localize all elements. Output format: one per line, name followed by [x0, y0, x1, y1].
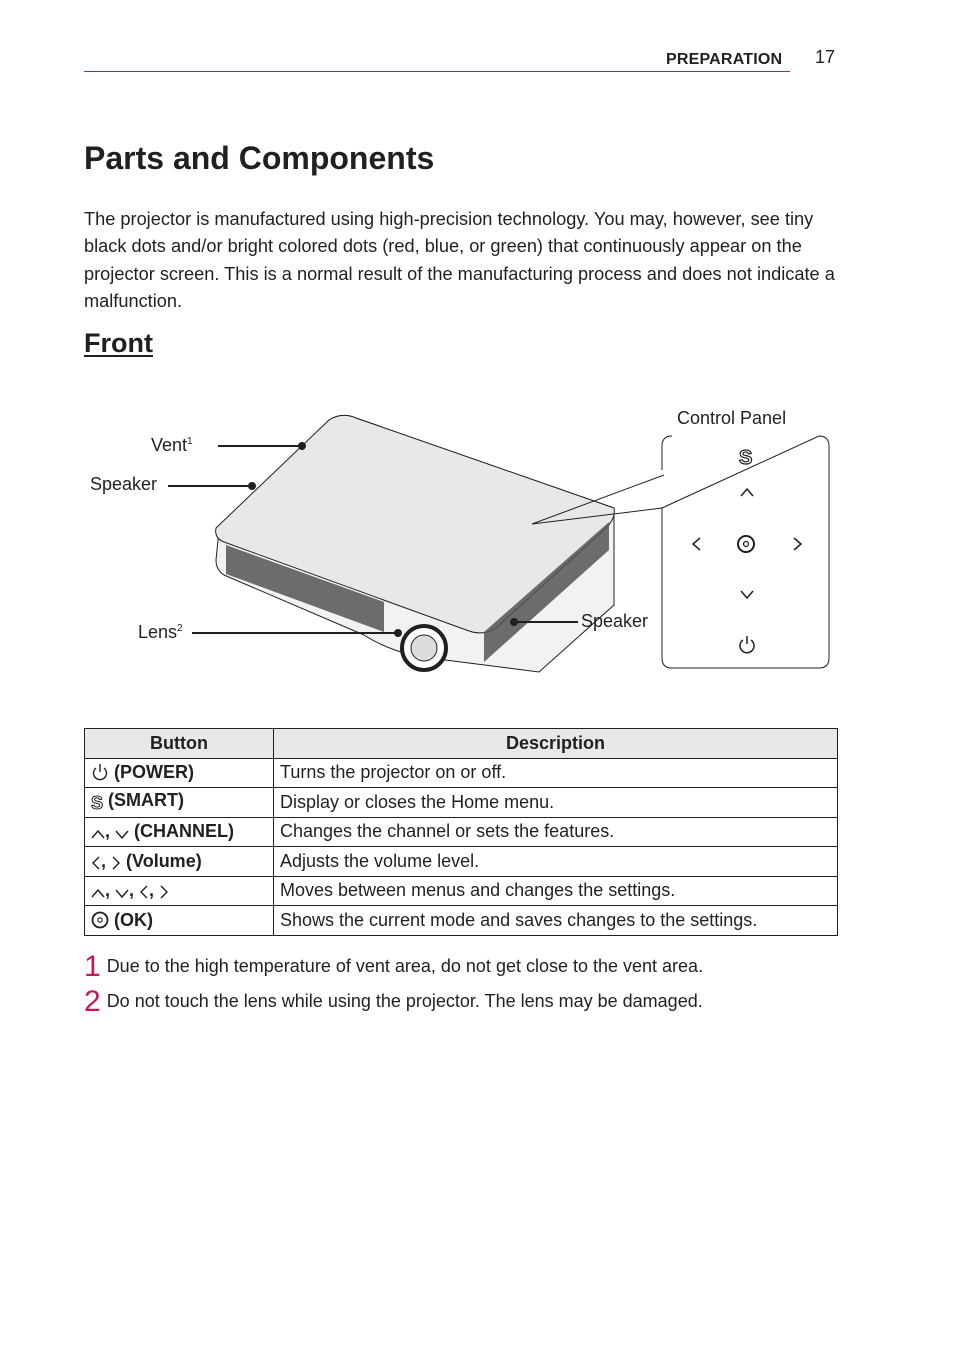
down-chevron-icon [115, 828, 129, 840]
table-header-row [85, 729, 838, 759]
footnote-number: 2 [84, 985, 101, 1018]
button-name: (SMART) [108, 790, 185, 811]
left-chevron-icon [139, 885, 149, 899]
up-chevron-icon [91, 887, 105, 899]
button-description: Changes the channel or sets the features. [274, 817, 838, 847]
page-title: Parts and Components [84, 140, 435, 176]
vent-label: Vent$^1$ [151, 435, 193, 455]
left-chevron-icon [91, 856, 101, 870]
intro-paragraph: The projector is manufactured using high-precision technology. You may, however, see tiny black dots and/or bright colored dots (red, blue, or green) that continuously appear on the projector screen. This is a normal result of the manufacturing process and does not indicate a malfunction. [84, 209, 835, 311]
section-heading-front: Front [84, 328, 153, 358]
table-row [85, 906, 838, 936]
down-chevron-icon [739, 589, 755, 601]
left-chevron-icon [690, 536, 702, 552]
speaker-right-label: Speaker [581, 611, 649, 631]
button-name: (Volume) [126, 850, 202, 871]
footnote-2 [84, 985, 703, 1019]
footnote-1 [84, 950, 703, 984]
button-description: Turns the projector on or off. [274, 758, 838, 788]
up-chevron-icon [739, 486, 755, 498]
button-description: Display or closes the Home menu. [274, 788, 838, 818]
right-chevron-icon [111, 856, 121, 870]
ok-icon [736, 534, 756, 554]
power-icon [91, 763, 109, 781]
footnote-text: Due to the high temperature of vent area, do not get close to the vent area. [106, 956, 704, 976]
button-table [84, 728, 838, 936]
up-chevron-icon [91, 828, 105, 840]
power-icon [738, 634, 756, 654]
footnote-number: 1 [84, 950, 101, 983]
projector-front-diagram [84, 400, 844, 690]
button-description: Adjusts the volume level. [274, 847, 838, 877]
header-rule [84, 71, 790, 72]
control-panel-label: Control Panel [677, 408, 787, 428]
table-row [85, 758, 838, 788]
right-chevron-icon [792, 536, 804, 552]
table-row [85, 788, 838, 818]
table-row: , (Volume) Adjusts the volume level. [85, 847, 838, 877]
lens-label: Lens$^2$ [138, 622, 183, 642]
button-name: (OK) [114, 909, 154, 930]
button-name: (POWER) [114, 762, 195, 783]
table-row: , (CHANNEL) Changes the channel or sets the features. [85, 817, 838, 847]
speaker-left-label: Speaker [90, 474, 158, 494]
table-row: , , , Moves between menus and changes the settings. [85, 876, 838, 906]
right-chevron-icon [159, 885, 169, 899]
button-name: (CHANNEL) [134, 821, 235, 842]
page-number: 17 [815, 47, 836, 67]
section-label: PREPARATION [666, 51, 783, 68]
ok-icon [91, 911, 109, 929]
footnote-text: Do not touch the lens while using the projector. The lens may be damaged. [106, 991, 703, 1011]
column-header-button: Button [85, 729, 274, 759]
button-description: Shows the current mode and saves changes to the settings. [274, 906, 838, 936]
down-chevron-icon [115, 887, 129, 899]
button-description: Moves between menus and changes the settings. [274, 876, 838, 906]
column-header-description: Description [274, 729, 838, 759]
smart-icon: S [91, 793, 104, 814]
smart-icon: S [739, 447, 753, 469]
